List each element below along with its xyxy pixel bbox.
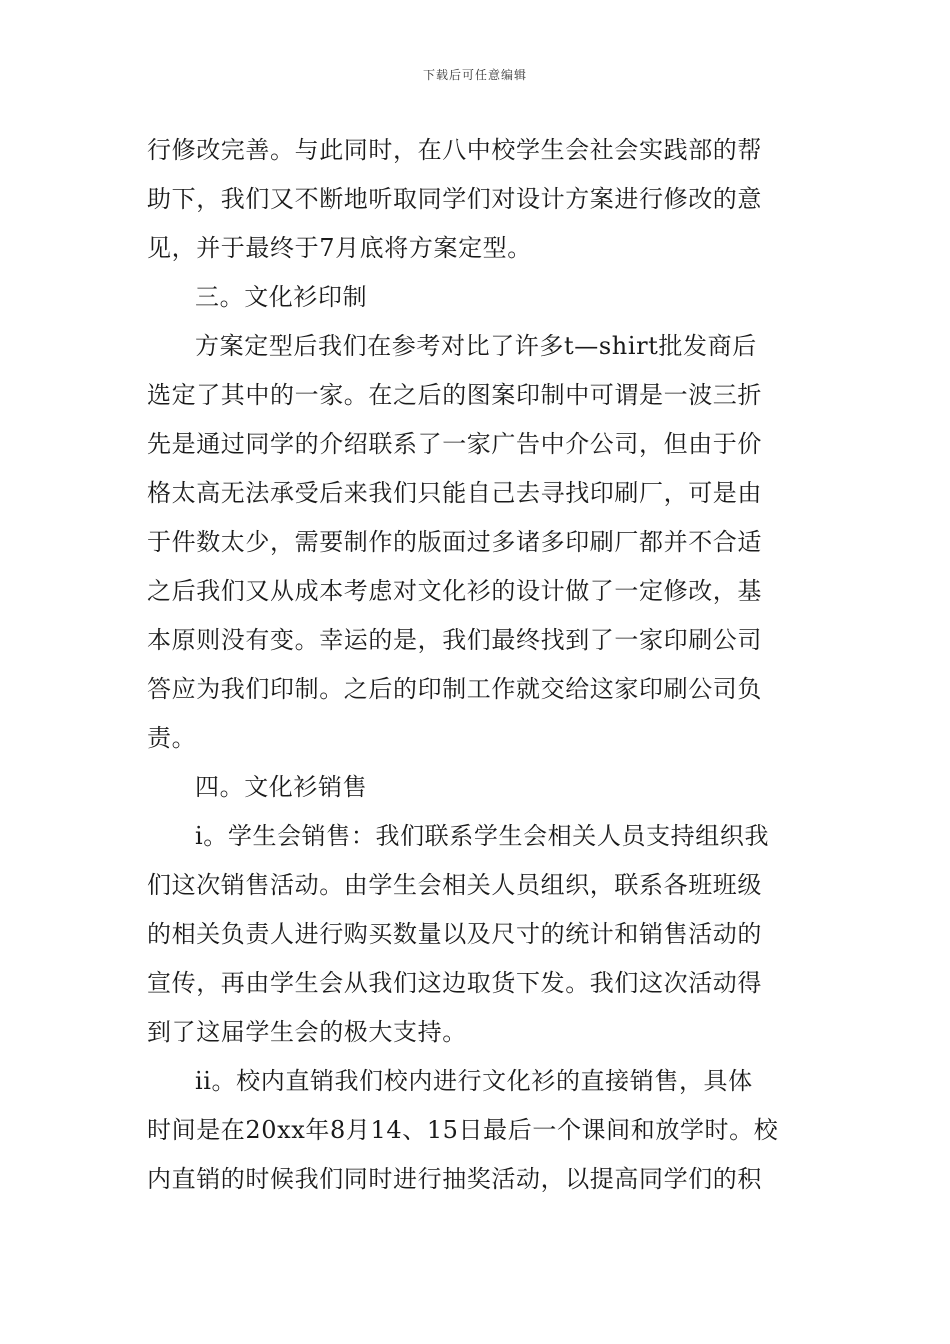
text-line: 之后我们又从成本考虑对文化衫的设计做了一定修改，基	[147, 577, 762, 605]
text-line: 宣传，再由学生会从我们这边取货下发。我们这次活动得	[147, 969, 762, 997]
text-line: 内直销的时候我们同时进行抽奖活动，以提高同学们的积	[147, 1165, 762, 1193]
text-line: 责。	[147, 724, 197, 752]
paragraph-start-line: i。学生会销售：我们联系学生会相关人员支持组织我	[195, 822, 770, 850]
text-line: 们这次销售活动。由学生会相关人员组织，联系各班班级	[147, 871, 762, 899]
paragraph-start-line: 方案定型后我们在参考对比了许多t—shirt批发商后	[195, 332, 757, 360]
text-line: 本原则没有变。幸运的是，我们最终找到了一家印刷公司	[147, 626, 762, 654]
text-line: 于件数太少，需要制作的版面过多诸多印刷厂都并不合适	[147, 528, 762, 556]
page-header: 下载后可任意编辑	[422, 68, 527, 82]
text-line: 选定了其中的一家。在之后的图案印制中可谓是一波三折	[147, 381, 762, 409]
text-line: 格太高无法承受后来我们只能自己去寻找印刷厂，可是由	[147, 479, 762, 507]
text-line: 的相关负责人进行购买数量以及尺寸的统计和销售活动的	[147, 920, 762, 948]
document-body	[147, 126, 807, 1204]
section-heading: 四。文化衫销售	[195, 773, 368, 801]
text-line: 见，并于最终于7月底将方案定型。	[147, 234, 532, 262]
text-line: 行修改完善。与此同时，在八中校学生会社会实践部的帮	[147, 136, 762, 164]
text-line: 到了这届学生会的极大支持。	[147, 1018, 467, 1046]
section-heading: 三。文化衫印制	[195, 283, 368, 311]
text-line: 时间是在20xx年8月14、15日最后一个课间和放学时。校	[147, 1116, 779, 1144]
text-line: 先是通过同学的介绍联系了一家广告中介公司，但由于价	[147, 430, 762, 458]
text-line: 助下，我们又不断地听取同学们对设计方案进行修改的意	[147, 185, 762, 213]
text-line: 答应为我们印制。之后的印制工作就交给这家印刷公司负	[147, 675, 762, 703]
paragraph-start-line: ii。校内直销我们校内进行文化衫的直接销售，具体	[195, 1067, 753, 1095]
